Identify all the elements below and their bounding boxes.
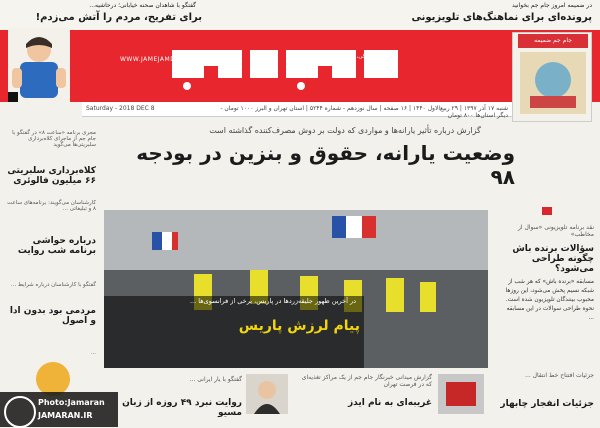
left-story3-headline[interactable]: مردمی بود بدون ادا و اصول (9, 306, 96, 326)
top-left-headline[interactable]: برای تفریح، مردم را آتش می‌زدم! (35, 12, 202, 23)
top-left-kicker: گفتگو با شاهدان صحنه خیابانی؛ درحاشیه... (89, 2, 196, 9)
jamaran-url[interactable]: JAMARAN.IR (38, 411, 93, 420)
right-story2-kicker: جزئیات افتتاح خط انتقال ... (525, 372, 594, 379)
left-story2-kicker: کارشناسان می‌گویند: برنامه‌های ساعت ۸ و تبلیغاتی ... (7, 200, 96, 212)
website-url[interactable]: WWW.JAMEJAMDAILY.IR (120, 56, 198, 63)
main-kicker: گزارش درباره تأثیر یارانه‌ها و مواردی که دولت بر دوش مصرف‌کننده گذاشته است (209, 126, 481, 135)
right-story-body: مسابقه «برنده باش» که هر شب از شبکه نسیم پخش می‌شود، این روزها محبوب بینندگان تلویزیون شده است. نحوه طراحی سوالات در این مسابقه ... (505, 279, 594, 321)
bottom-story1-kicker: گزارش میدانی خبرنگار جام جم از یک مراکز تغذیه‌ای که در فرصت تهران (301, 374, 432, 388)
pen-icon (36, 362, 70, 396)
bottom-story2-kicker: گفتگو با یار ایرانی ... (189, 376, 242, 383)
top-right-headline[interactable]: پرونده‌ای برای نماهنگ‌های تلویزیونی (411, 12, 592, 23)
photo-headline[interactable]: پیام لرزش پاریس (238, 318, 360, 334)
left-story4-kicker: ... (90, 350, 96, 356)
cartoon-illustration (8, 28, 70, 102)
story1-thumbnail[interactable] (438, 374, 484, 414)
masthead-tagline: روزنامه فرهنگی، اجتماعی صبح ایران (310, 54, 395, 60)
bottom-story2-headline[interactable]: روایت نبرد ۴۹ روزه از زبان مسیو (122, 398, 242, 418)
bottom-story1-headline[interactable]: غریبه‌ای به نام ایدز (347, 398, 432, 408)
protest-photo[interactable] (104, 210, 488, 368)
issue-info: شنبه ۱۷ آذر ۱۳۹۷ | ۲۹ ربیع‌الاول ۱۴۴۰ | ۱۶ صفحه | سال نوزدهم - شماره ۵۲۴۴ | استان تهران و البرز ۱۰۰۰ تومان - دیگر استان‌ها ۸۰۰ تومان (220, 105, 508, 119)
supplement-title: جام جم ضمیمه (518, 34, 588, 48)
jamejam-logo (160, 32, 410, 98)
right-story2-headline[interactable]: جزئیات انفجار چابهار (500, 399, 594, 409)
left-story1-kicker: مجری برنامه «ساعت ۸» در گفتگو با جام جم از ماجرای کلاه‌برداری سلبریتی‌ها می‌گوید (12, 130, 96, 148)
right-story-kicker: نقد برنامه تلویزیونی «سوال از مخاطب» (518, 224, 594, 238)
left-story3-kicker: گفتگو با کارشناسان درباره شرایط ... (10, 282, 96, 288)
left-story1-headline[interactable]: کلاه‌برداری سلبریتی ۶۶ میلیون فالوئری (7, 166, 96, 186)
story2-portrait[interactable] (246, 374, 288, 414)
supplement-cover-art (520, 52, 586, 114)
date-english: Saturday - 2018 DEC 8 (86, 105, 155, 112)
photo-credit: Photo:Jamaran (38, 398, 105, 407)
top-right-kicker: در ضمیمه امروز جام جم بخوانید (511, 2, 592, 9)
right-story-headline[interactable]: سؤالات برنده باش چگونه طراحی می‌شود؟ (512, 244, 594, 274)
section-badge (542, 207, 552, 215)
photo-caption-kicker: در آخرین ظهور جلیقه‌زردها در پاریس، برخی از فرانسوی‌ها ... (189, 297, 356, 305)
main-headline[interactable]: وضعیت یارانه، حقوق و بنزین در بودجه ۹۸ (136, 141, 515, 189)
jamaran-logo-icon (4, 396, 36, 428)
left-story2-headline[interactable]: درباره حواشی برنامه شب روایت (17, 236, 96, 256)
